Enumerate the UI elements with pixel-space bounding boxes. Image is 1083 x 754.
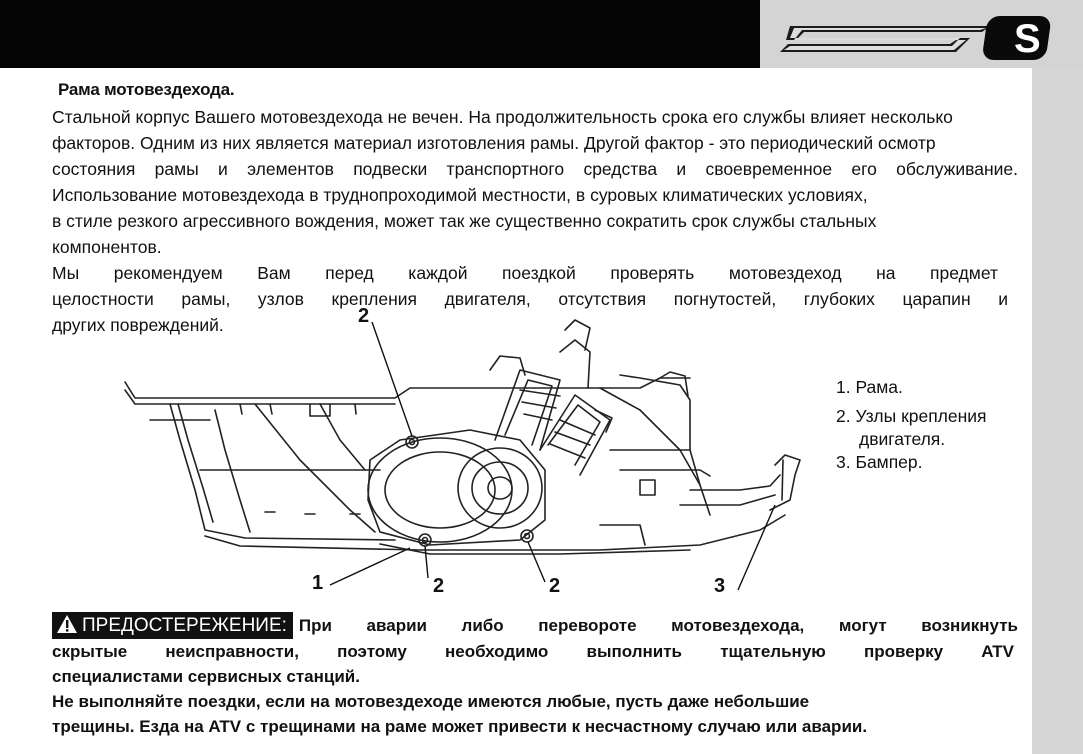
leader-2-right — [528, 542, 545, 582]
svg-text:S: S — [1014, 17, 1041, 61]
logo-badge — [982, 16, 1052, 61]
leader-2-top — [372, 322, 412, 436]
legend-item: 2. Узлы крепления — [836, 406, 987, 426]
warning-badge — [52, 612, 293, 639]
legend-item: двигателя. — [859, 429, 946, 449]
warning-line: Не выполняйте поездки, если на мотовездеходе имеются любые, пусть даже небольшие — [52, 692, 810, 711]
warning-line: скрытые неисправности, поэтому необходимо выполнить тщательную проверку ATV — [52, 642, 1014, 661]
warning-line: трещины. Езда на ATV с трещинами на раме может привести к несчастному случаю или аварии. — [52, 717, 868, 736]
legend-item: 3. Бампер. — [836, 452, 923, 472]
callout-label: 2 — [358, 305, 370, 327]
stels-logo — [760, 0, 1083, 68]
page-edge-strip — [1032, 68, 1083, 754]
warning-text: При аварии либо перевороте мотовездехода, могут возникнуть — [298, 616, 1018, 635]
paragraph-line: других повреждений. — [52, 315, 224, 335]
leader-3 — [738, 505, 775, 590]
warning-triangle-icon — [56, 614, 78, 634]
callout-label: 3 — [714, 575, 726, 597]
paragraph-line: в стиле резкого агрессивного вождения, может так же существенно сократить срок службы стальных — [52, 211, 877, 231]
paragraph-line: факторов. Одним из них является материал изготовления рамы. Другой фактор - это периодический осмотр — [52, 133, 936, 153]
diagram-legend — [836, 376, 987, 474]
section-title: Рама мотовездехода. — [58, 80, 235, 99]
warning-line: специалистами сервисных станций. — [52, 667, 360, 686]
warning-badge-label: ПРЕДОСТЕРЕЖЕНИЕ: — [82, 615, 287, 636]
paragraph-line: Мы рекомендуем Вам перед каждой поездкой проверять мотовездеход на предмет — [52, 263, 998, 283]
brand-logo-area — [760, 0, 1083, 68]
paragraph-line: целостности рамы, узлов крепления двигателя, отсутствия погнутостей, глубоких царапин и — [52, 289, 1008, 309]
header-bar — [0, 0, 760, 68]
callout-label: 1 — [312, 572, 324, 594]
paragraph-line: Стальной корпус Вашего мотовездехода не вечен. На продолжительность срока его службы влияет несколько — [52, 107, 953, 127]
paragraph-line: компонентов. — [52, 237, 162, 257]
paragraph-line: Использование мотовездехода в труднопроходимой местности, в суровых климатических условиях, — [52, 185, 868, 205]
callout-label: 2 — [433, 575, 445, 597]
paragraph-line: состояния рамы и элементов подвески транспортного средства и своевременное его обслуживание. — [52, 159, 1018, 179]
frame-drawing — [125, 320, 800, 554]
leader-1 — [330, 548, 410, 585]
callout-label: 2 — [549, 575, 561, 597]
legend-item: 1. Рама. — [836, 377, 903, 397]
warning-block — [52, 612, 1018, 739]
warning-line — [52, 612, 1018, 639]
